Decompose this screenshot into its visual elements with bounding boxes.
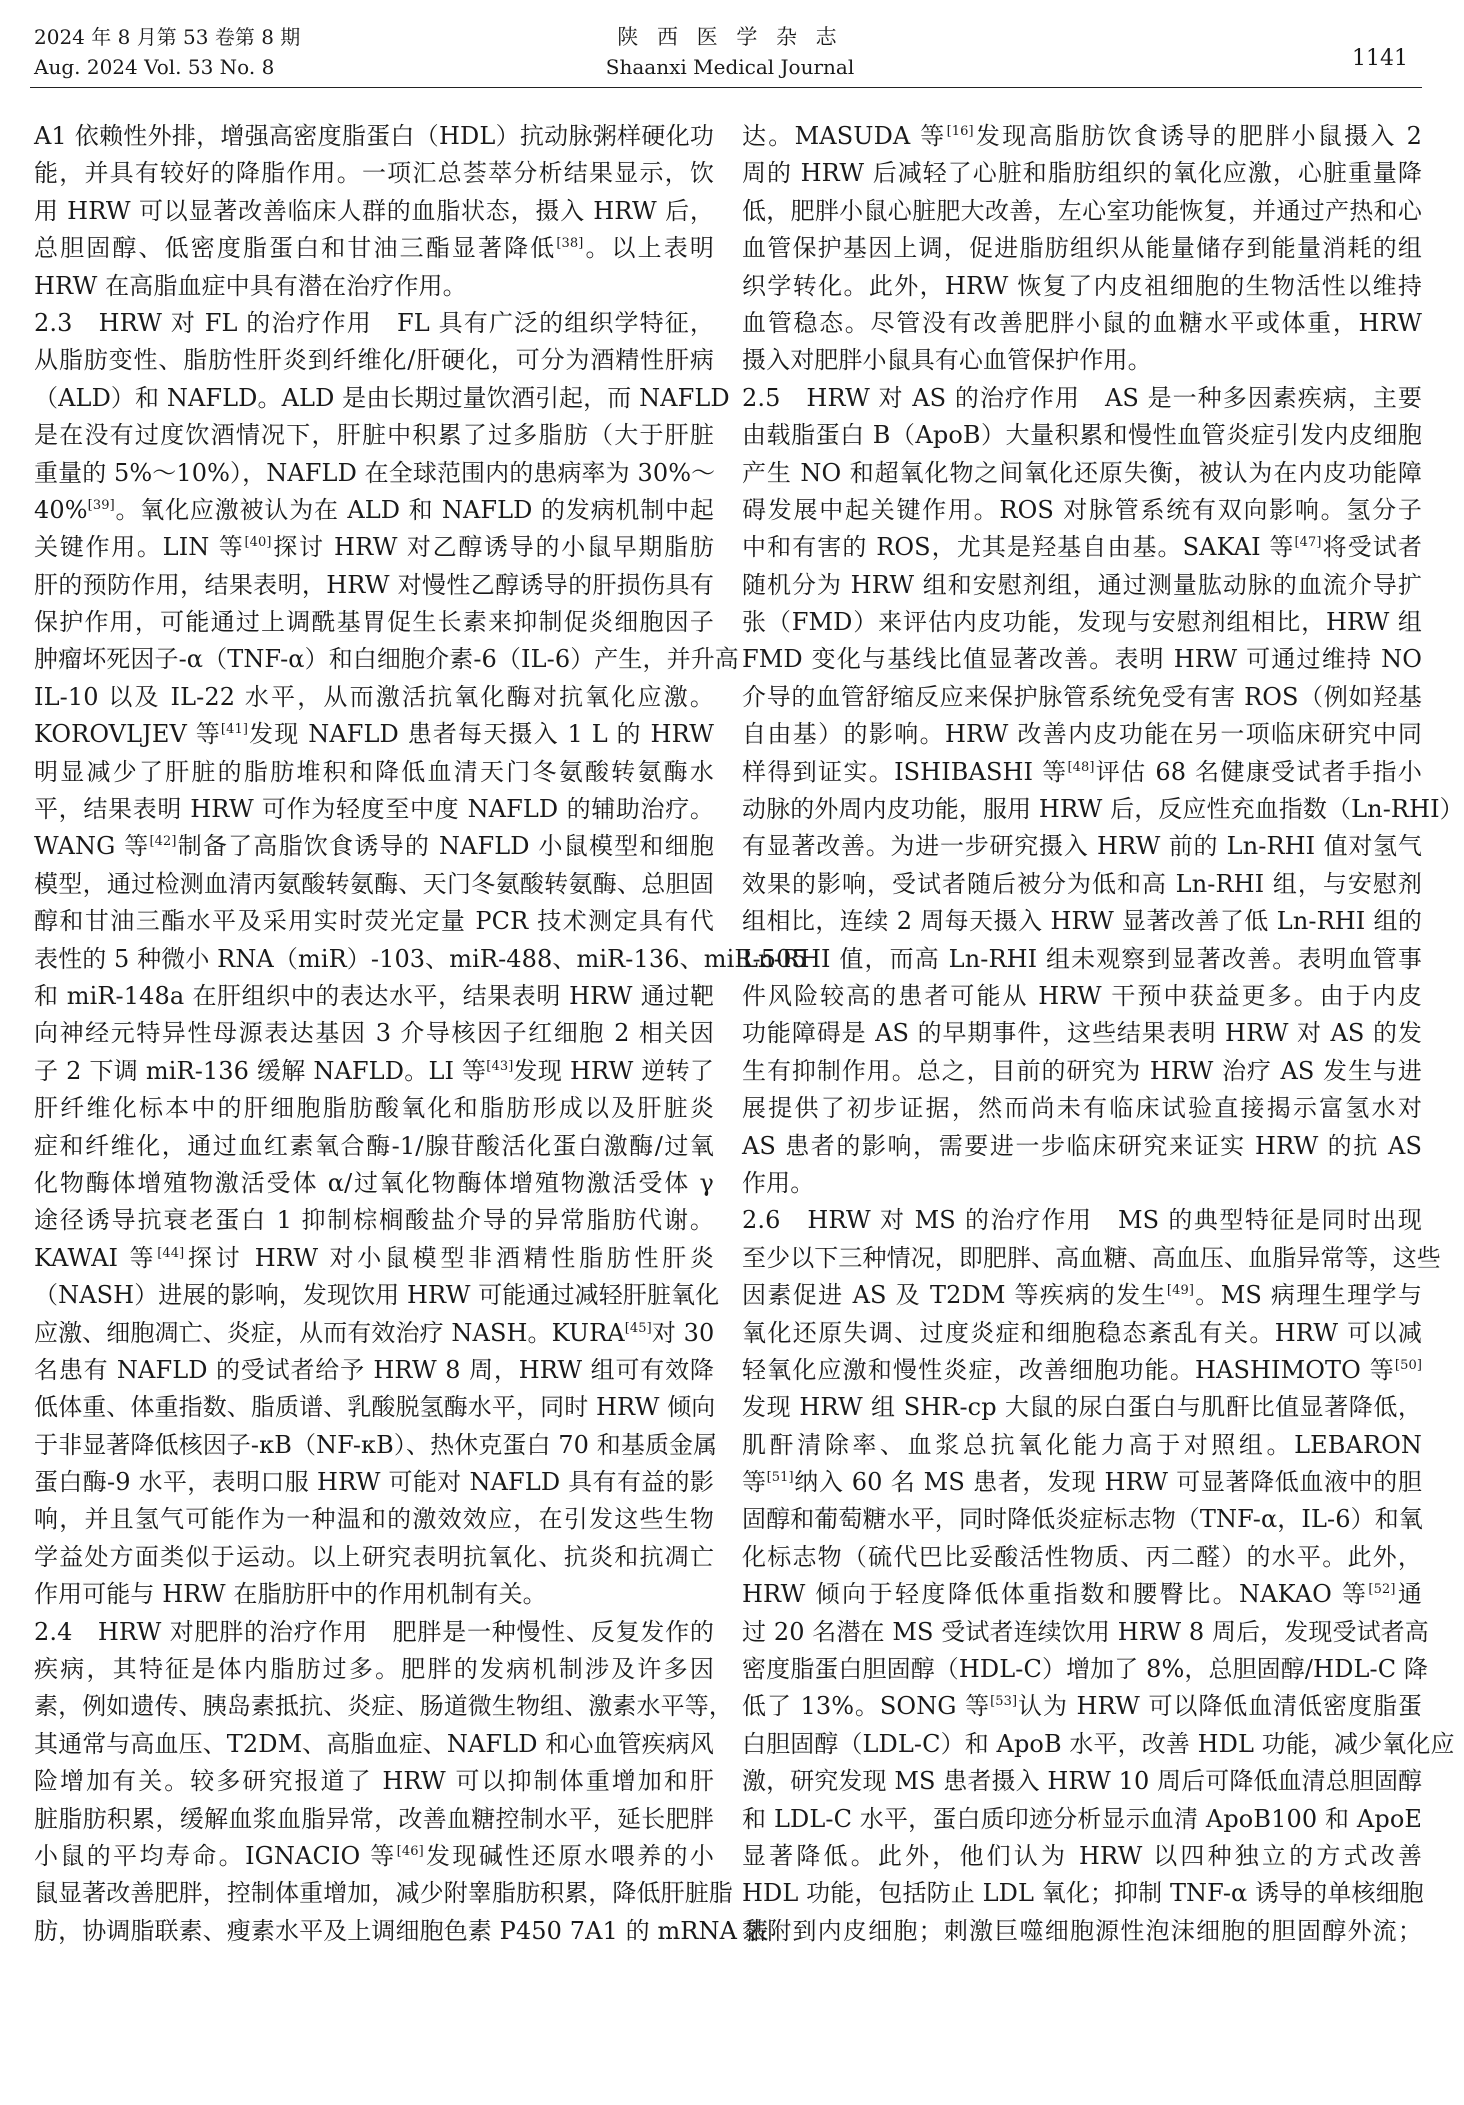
text-line: 血管保护基因上调，促进脂肪组织从能量储存到能量消耗的组 [742,234,1422,263]
text-line: 肝的预防作用，结果表明，HRW 对慢性乙醇诱导的肝损伤具有 [34,570,714,599]
text-line: 样得到证实。ISHIBASHI 等[48]评估 68 名健康受试者手指小 [742,757,1422,786]
citation-ref: [43] [486,1058,514,1074]
text-line: 中和有害的 ROS，尤其是羟基自由基。SAKAI 等[47]将受试者 [742,533,1422,562]
citation-ref: [39] [87,497,115,513]
text-line: IL-10 以及 IL-22 水平，从而激活抗氧化酶对抗氧化应激。 [34,682,714,711]
text-line: 功能障碍是 AS 的早期事件，这些结果表明 HRW 对 AS 的发 [742,1019,1422,1048]
text-line: 轻氧化应激和慢性炎症，改善细胞功能。HASHIMOTO 等[50] [742,1355,1422,1384]
citation-ref: [53] [990,1694,1018,1710]
journal-title [520,22,940,82]
text-line: 低了 13%。SONG 等[53]认为 HRW 可以降低血清低密度脂蛋 [742,1692,1422,1721]
text-line: 应激、细胞凋亡、炎症，从而有效治疗 NASH。KURA[45]对 30 [34,1318,715,1347]
text-line: 随机分为 HRW 组和安慰剂组，通过测量肱动脉的血流介导扩 [742,570,1422,599]
text-line: 40%[39]。氧化应激被认为在 ALD 和 NAFLD 的发病机制中起 [34,495,714,524]
text-line: 险增加有关。较多研究报道了 HRW 可以抑制体重增加和肝 [34,1767,714,1796]
text-line: 因素促进 AS 及 T2DM 等疾病的发生[49]。MS 病理生理学与 [742,1281,1422,1310]
text-line: 自由基）的影响。HRW 改善内皮功能在另一项临床研究中同 [742,720,1422,749]
text-line: HRW 在高脂血症中具有潜在治疗作用。 [34,271,467,300]
issue-info [34,22,300,82]
text-line: 模型，通过检测血清丙氨酸转氨酶、天门冬氨酸转氨酶、总胆固 [34,869,714,898]
text-line: 摄入对肥胖小鼠具有心血管保护作用。 [742,346,1152,375]
citation-ref: [51] [766,1470,794,1486]
text-line: 小鼠的平均寿命。IGNACIO 等[46]发现碱性还原水喂养的小 [34,1841,714,1870]
text-line: 子 2 下调 miR-136 缓解 NAFLD。LI 等[43]发现 HRW 逆转了 [34,1056,714,1085]
text-line: 氧化还原失调、过度炎症和细胞稳态紊乱有关。HRW 可以减 [742,1318,1422,1347]
text-line: 达。MASUDA 等[16]发现高脂肪饮食诱导的肥胖小鼠摄入 2 [742,122,1423,150]
text-line: 组相比，连续 2 周每天摄入 HRW 显著改善了低 Ln-RHI 组的 [742,907,1422,936]
text-line: 明显减少了肝脏的脂肪堆积和降低血清天门冬氨酸转氨酶水 [34,757,714,786]
text-line: AS 患者的影响，需要进一步临床研究来证实 HRW 的抗 AS [742,1131,1422,1160]
text-line: 从脂肪变性、脂肪性肝炎到纤维化/肝硬化，可分为酒精性肝病 [34,346,714,375]
text-line: 2.4 HRW 对肥胖的治疗作用 肥胖是一种慢性、反复发作的 [34,1617,714,1646]
text-line: 用 HRW 可以显著改善临床人群的血脂状态，摄入 HRW 后， [34,196,714,225]
text-line: 动脉的外周内皮功能，服用 HRW 后，反应性充血指数（Ln-RHI） [742,795,1464,824]
text-line: 和 LDL-C 水平，蛋白质印迹分析显示血清 ApoB100 和 ApoE [742,1804,1422,1833]
citation-ref: [49] [1166,1283,1194,1299]
text-line: 肝纤维化标本中的肝细胞脂肪酸氧化和脂肪形成以及肝脏炎 [34,1094,714,1123]
text-line: 张（FMD）来评估内皮功能，发现与安慰剂组相比，HRW 组 [742,608,1422,637]
citation-ref: [48] [1067,759,1095,775]
text-line: 症和纤维化，通过血红素氧合酶-1/腺苷酸活化蛋白激酶/过氧 [34,1131,714,1160]
text-line: 保护作用，可能通过上调酰基胃促生长素来抑制促炎细胞因子 [34,608,714,637]
header-rule [30,87,1422,88]
text-line: 血管稳态。尽管没有改善肥胖小鼠的血糖水平或体重，HRW [742,308,1422,337]
text-line: 2.6 HRW 对 MS 的治疗作用 MS 的典型特征是同时出现 [742,1206,1422,1235]
page-number: 1141 [1352,46,1408,71]
text-line: 发现 HRW 组 SHR-cp 大鼠的尿白蛋白与肌酐比值显著降低， [742,1393,1422,1422]
text-line: KAWAI 等[44]探讨 HRW 对小鼠模型非酒精性脂肪性肝炎 [34,1243,715,1272]
text-line: 向神经元特异性母源表达基因 3 介导核因子红细胞 2 相关因 [34,1019,714,1048]
text-line: 平，结果表明 HRW 可作为轻度至中度 NAFLD 的辅助治疗。 [34,795,714,824]
text-line: WANG 等[42]制备了高脂饮食诱导的 NAFLD 小鼠模型和细胞 [34,832,714,861]
text-line: 介导的血管舒缩反应来保护脉管系统免受有害 ROS（例如羟基 [742,682,1422,711]
text-line: 鼠显著改善肥胖，控制体重增加，减少附睾脂肪积累，降低肝脏脂 [34,1879,733,1908]
text-line: 化物酶体增殖物激活受体 α/过氧化物酶体增殖物激活受体 γ [34,1168,714,1197]
text-line: 周的 HRW 后减轻了心脏和脂肪组织的氧化应激，心脏重量降 [742,159,1422,188]
text-line: 响，并且氢气可能作为一种温和的激效效应，在引发这些生物 [34,1505,714,1534]
text-line: 有显著改善。为进一步研究摄入 HRW 前的 Ln-RHI 值对氢气 [742,832,1422,861]
text-line: A1 依赖性外排，增强高密度脂蛋白（HDL）抗动脉粥样硬化功 [34,122,714,150]
text-line: 肪，协调脂联素、瘦素水平及上调细胞色素 P450 7A1 的 mRNA 表 [34,1916,769,1945]
text-line: FMD 变化与基线比值显著改善。表明 HRW 可通过维持 NO [742,645,1422,674]
text-line: 黏附到内皮细胞；刺激巨噬细胞源性泡沫细胞的胆固醇外流； [742,1916,1422,1945]
text-line: 产生 NO 和超氧化物之间氧化还原失衡，被认为在内皮功能障 [742,458,1422,487]
citation-ref: [42] [149,834,177,850]
issue-en: Aug. 2024 Vol. 53 No. 8 [34,55,275,79]
citation-ref: [16] [946,124,974,139]
text-line: 织学转化。此外，HRW 恢复了内皮祖细胞的生物活性以维持 [742,271,1422,300]
issue-cn: 2024 年 8 月第 53 卷第 8 期 [34,25,301,49]
citation-ref: [45] [624,1320,652,1336]
text-line: 至少以下三种情况，即肥胖、高血糖、高血压、血脂异常等，这些 [742,1243,1441,1272]
citation-ref: [52] [1368,1582,1396,1598]
text-line: 展提供了初步证据，然而尚未有临床试验直接揭示富氢水对 [742,1094,1422,1123]
text-line: 作用可能与 HRW 在脂肪肝中的作用机制有关。 [34,1580,547,1609]
text-line: 白胆固醇（LDL-C）和 ApoB 水平，改善 HDL 功能，减少氧化应 [742,1729,1455,1758]
text-line: 重量的 5%～10%），NAFLD 在全球范围内的患病率为 30%～ [34,458,716,487]
text-line: 和 miR-148a 在肝组织中的表达水平，结果表明 HRW 通过靶 [34,981,714,1010]
text-line: 激，研究发现 MS 患者摄入 HRW 10 周后可降低血清总胆固醇 [742,1767,1423,1796]
text-line: 低体重、体重指数、脂质谱、乳酸脱氢酶水平，同时 HRW 倾向 [34,1393,716,1422]
text-line: HRW 倾向于轻度降低体重指数和腰臀比。NAKAO 等[52]通 [742,1580,1422,1609]
text-line: 由载脂蛋白 B（ApoB）大量积累和慢性血管炎症引发内皮细胞 [742,421,1422,450]
text-line: 关键作用。LIN 等[40]探讨 HRW 对乙醇诱导的小鼠早期脂肪 [34,533,714,562]
citation-ref: [38] [556,236,584,252]
text-line: 化标志物（硫代巴比妥酸活性物质、丙二醛）的水平。此外， [742,1542,1422,1571]
citation-ref: [40] [244,535,272,551]
text-line: 作用。 [742,1168,815,1197]
text-line: 素，例如遗传、胰岛素抵抗、炎症、肠道微生物组、激素水平等， [34,1692,733,1721]
text-line: 途径诱导抗衰老蛋白 1 抑制棕榈酸盐介导的异常脂肪代谢。 [34,1206,714,1235]
text-line: KOROVLJEV 等[41]发现 NAFLD 患者每天摄入 1 L 的 HRW [34,720,714,749]
text-line: （ALD）和 NAFLD。ALD 是由长期过量饮酒引起，而 NAFLD [34,383,730,412]
right-column [742,118,1464,1950]
text-line: 固醇和葡萄糖水平，同时降低炎症标志物（TNF-α，IL-6）和氧 [742,1505,1423,1534]
text-line: 过 20 名潜在 MS 受试者连续饮用 HRW 8 周后，发现受试者高 [742,1617,1429,1646]
text-line: 碍发展中起关键作用。ROS 对脉管系统有双向影响。氢分子 [742,495,1422,524]
citation-ref: [44] [157,1245,185,1261]
text-line: 疾病，其特征是体内脂肪过多。肥胖的发病机制涉及许多因 [34,1655,714,1684]
left-column [34,118,807,1950]
text-line: 醇和甘油三酯水平及采用实时荧光定量 PCR 技术测定具有代 [34,907,714,936]
journal-title-cn: 陕 西 医 学 杂 志 [617,25,843,49]
page-header [0,0,1452,92]
journal-title-en: Shaanxi Medical Journal [605,55,855,79]
citation-ref: [46] [396,1843,424,1859]
text-line: 其通常与高血压、T2DM、高脂血症、NAFLD 和心血管疾病风 [34,1729,714,1758]
text-line: 件风险较高的患者可能从 HRW 干预中获益更多。由于内皮 [742,981,1422,1010]
text-line: 蛋白酶-9 水平，表明口服 HRW 可能对 NAFLD 具有有益的影 [34,1468,714,1497]
text-line: 显著降低。此外，他们认为 HRW 以四种独立的方式改善 [742,1841,1422,1870]
text-line: 脏脂肪积累，缓解血浆血脂异常，改善血糖控制水平，延长肥胖 [34,1804,714,1833]
text-line: 肌酐清除率、血浆总抗氧化能力高于对照组。LEBARON [742,1430,1422,1459]
text-line: 于非显著降低核因子-κB（NF-κB）、热休克蛋白 70 和基质金属 [34,1430,718,1459]
text-line: （NASH）进展的影响，发现饮用 HRW 可能通过减轻肝脏氧化 [34,1281,720,1310]
text-line: 等[51]纳入 60 名 MS 患者，发现 HRW 可显著降低血液中的胆 [742,1468,1422,1497]
citation-ref: [50] [1394,1357,1422,1373]
text-line: 低，肥胖小鼠心脏肥大改善，左心室功能恢复，并通过产热和心 [742,196,1422,225]
citation-ref: [47] [1294,535,1322,551]
text-line: 是在没有过度饮酒情况下，肝脏中积累了过多脂肪（大于肝脏 [34,421,714,450]
text-line: 2.3 HRW 对 FL 的治疗作用 FL 具有广泛的组织学特征， [34,308,714,337]
text-line: 能，并具有较好的降脂作用。一项汇总荟萃分析结果显示，饮 [34,159,714,188]
text-line: 肿瘤坏死因子-α（TNF-α）和白细胞介素-6（IL-6）产生，并升高 [34,645,739,674]
text-line: 生有抑制作用。总之，目前的研究为 HRW 治疗 AS 发生与进 [742,1056,1422,1085]
text-line: 表性的 5 种微小 RNA（miR）-103、miR-488、miR-136、miR-505 [34,944,807,973]
text-line: 总胆固醇、低密度脂蛋白和甘油三酯显著降低[38]。以上表明 [34,234,715,263]
text-line: HDL 功能，包括防止 LDL 氧化；抑制 TNF-α 诱导的单核细胞 [742,1879,1424,1908]
text-line: 名患有 NAFLD 的受试者给予 HRW 8 周，HRW 组可有效降 [34,1355,714,1384]
text-line: 效果的影响，受试者随后被分为低和高 Ln-RHI 组，与安慰剂 [742,869,1422,898]
text-line: Ln-RHI 值，而高 Ln-RHI 组未观察到显著改善。表明血管事 [742,944,1422,973]
text-line: 密度脂蛋白胆固醇（HDL-C）增加了 8%，总胆固醇/HDL-C 降 [742,1655,1428,1684]
citation-ref: [41] [220,722,248,738]
text-line: 2.5 HRW 对 AS 的治疗作用 AS 是一种多因素疾病，主要 [742,383,1422,412]
text-line: 学益处方面类似于运动。以上研究表明抗氧化、抗炎和抗凋亡 [34,1542,714,1571]
